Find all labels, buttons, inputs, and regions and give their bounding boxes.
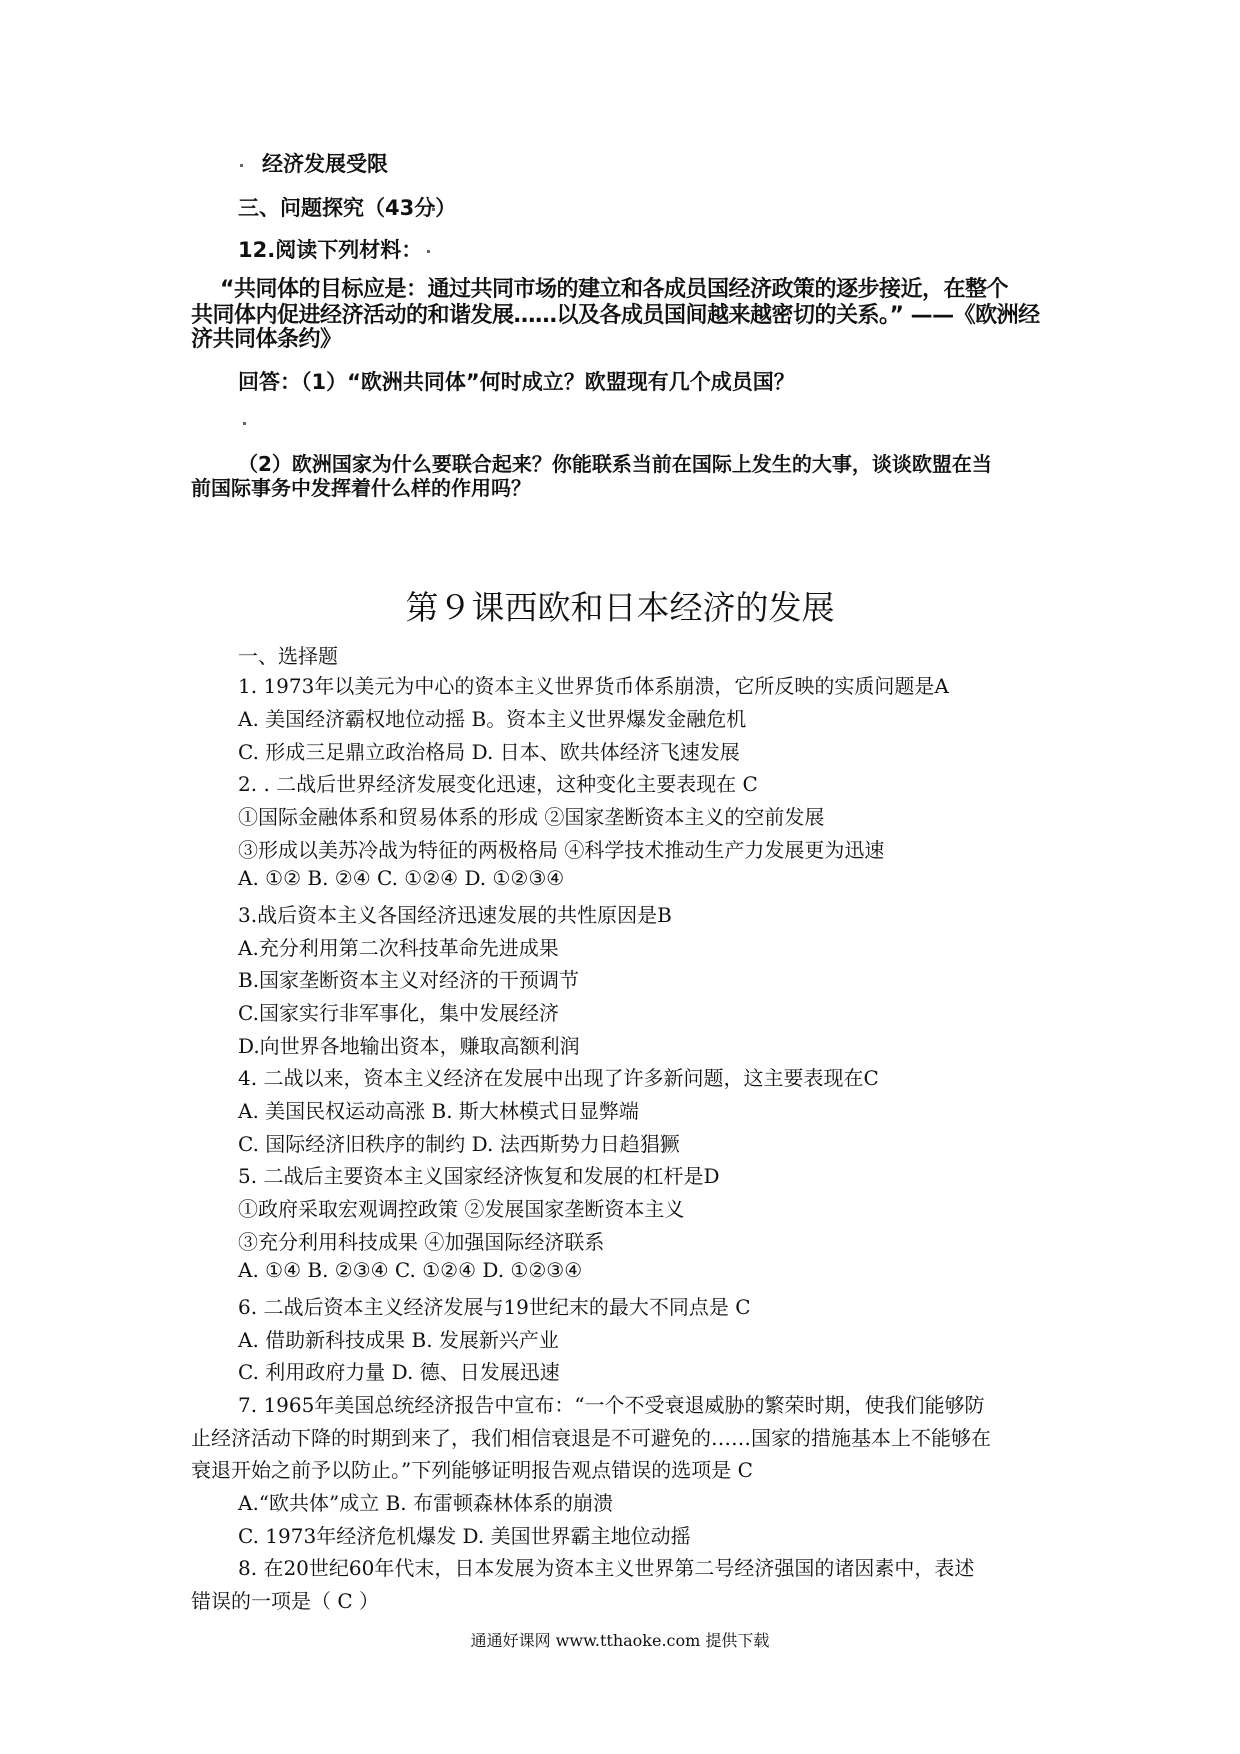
question-line: 6. 二战后资本主义经济发展与19世纪末的最大不同点是 C: [238, 1295, 751, 1319]
economy-limited-line: 经济发展受限: [262, 152, 388, 176]
question-line: 1. 1973年以美元为中心的资本主义世界货币体系崩溃，它所反映的实质问题是A: [238, 674, 949, 698]
footer-download-credit: 通通好课网 www.tthaoke.com 提供下载: [470, 1631, 770, 1650]
question-line: A. ①② B. ②④ C. ①②④ D. ①②③④: [238, 866, 565, 890]
question-line: 错误的一项是（ C ）: [191, 1589, 380, 1613]
question-line: C. 1973年经济危机爆发 D. 美国世界霸主地位动摇: [238, 1524, 691, 1548]
question-line: 2. . 二战后世界经济发展变化迅速，这种变化主要表现在 C: [238, 772, 758, 796]
question-line: ③充分利用科技成果 ④加强国际经济联系: [238, 1230, 605, 1254]
lesson-title: 第９课西欧和日本经济的发展: [405, 588, 835, 627]
question-line: 4. 二战以来，资本主义经济在发展中出现了许多新问题，这主要表现在C: [238, 1066, 879, 1090]
scan-speck: [427, 250, 430, 253]
question-line: A.“欧共体”成立 B. 布雷顿森林体系的崩溃: [238, 1491, 614, 1515]
answer-question-1: 回答：（1）“欧洲共同体”何时成立？欧盟现有几个成员国？: [238, 370, 795, 394]
question-line: A. 美国民权运动高涨 B. 斯大林模式日显弊端: [238, 1099, 639, 1123]
scan-speck: [240, 164, 243, 167]
question-line: C. 国际经济旧秩序的制约 D. 法西斯势力日趋猖獗: [238, 1132, 680, 1156]
question-line: 3.战后资本主义各国经济迅速发展的共性原因是B: [238, 903, 672, 927]
question-line: C. 形成三足鼎立政治格局 D. 日本、欧共体经济飞速发展: [238, 740, 740, 764]
question-line: C.国家实行非军事化，集中发展经济: [238, 1001, 559, 1025]
question-line: 8. 在20世纪60年代末，日本发展为资本主义世界第二号经济强国的诸因素中，表述: [238, 1556, 975, 1580]
scan-speck: [243, 422, 246, 425]
question-line: ①国际金融体系和贸易体系的形成 ②国家垄断资本主义的空前发展: [238, 805, 825, 829]
question-line: 衰退开始之前予以防止。”下列能够证明报告观点错误的选项是 C: [191, 1458, 753, 1482]
quote-line-2: 共同体内促进经济活动的和谐发展……以及各成员国间越来越密切的关系。” ——《欧洲经: [191, 303, 1040, 328]
question-line: ③形成以美苏冷战为特征的两极格局 ④科学技术推动生产力发展更为迅速: [238, 838, 885, 862]
question-line: A. 借助新科技成果 B. 发展新兴产业: [238, 1328, 559, 1352]
answer-question-2-line-2: 前国际事务中发挥着什么样的作用吗？: [191, 476, 531, 500]
question-line: ①政府采取宏观调控政策 ②发展国家垄断资本主义: [238, 1197, 685, 1221]
question-line: A. ①④ B. ②③④ C. ①②④ D. ①②③④: [238, 1258, 583, 1282]
question-line: 7. 1965年美国总统经济报告中宣布：“一个不受衰退威胁的繁荣时期，使我们能够防: [238, 1393, 985, 1417]
question-line: B.国家垄断资本主义对经济的干预调节: [238, 968, 580, 992]
question-12-heading: 12.阅读下列材料：: [238, 238, 423, 262]
question-line: A. 美国经济霸权地位动摇 B。资本主义世界爆发金融危机: [238, 707, 747, 731]
question-line: 止经济活动下降的时期到来了，我们相信衰退是不可避免的……国家的措施基本上不能够在: [191, 1426, 991, 1450]
answer-question-2-line-1: （2）欧洲国家为什么要联合起来？你能联系当前在国际上发生的大事，谈谈欧盟在当: [238, 452, 992, 476]
quote-line-3: 济共同体条约》: [191, 327, 342, 352]
question-line: A.充分利用第二次科技革命先进成果: [238, 936, 559, 960]
quote-line-1: “共同体的目标应是：通过共同市场的建立和各成员国经济政策的逐步接近，在整个: [220, 277, 1008, 302]
question-line: D.向世界各地输出资本，赚取高额利润: [238, 1034, 580, 1058]
section-heading-inquiry: 三、问题探究（43分）: [238, 196, 457, 220]
question-line: C. 利用政府力量 D. 德、日发展迅速: [238, 1360, 560, 1384]
section-multiple-choice: 一、选择题: [238, 644, 338, 668]
question-line: 5. 二战后主要资本主义国家经济恢复和发展的杠杆是D: [238, 1164, 720, 1188]
